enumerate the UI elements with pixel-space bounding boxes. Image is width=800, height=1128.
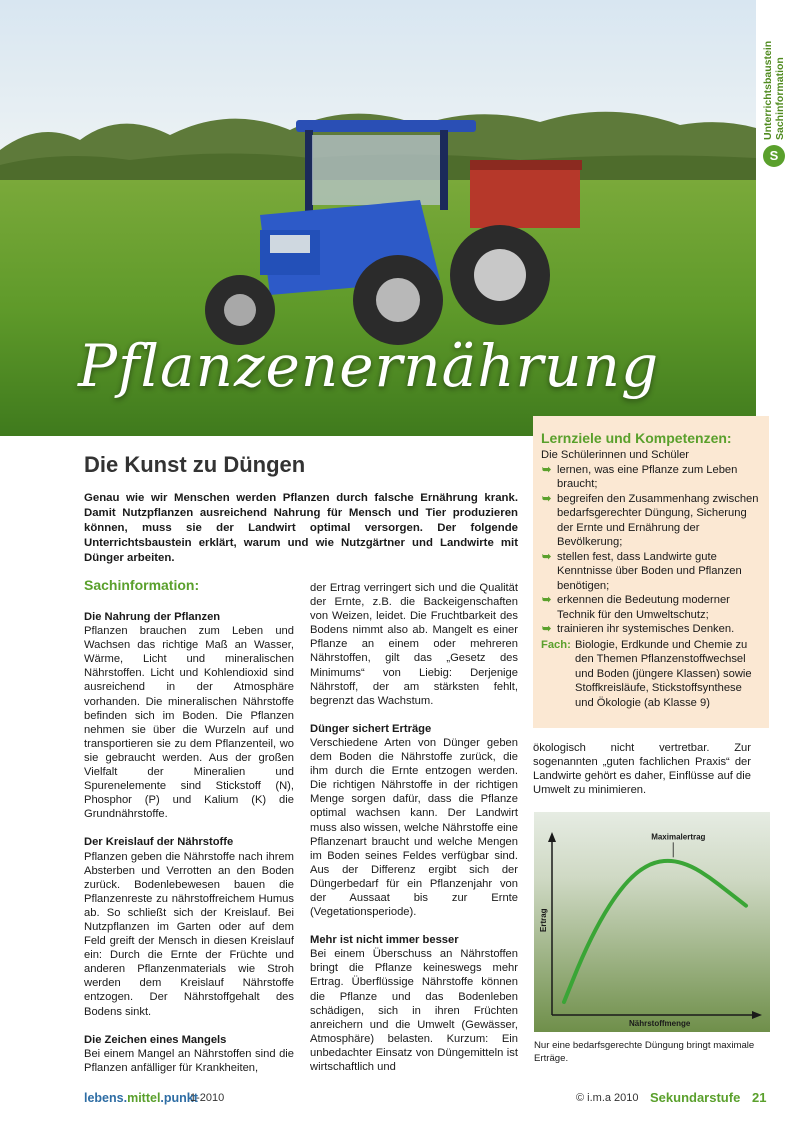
- goals-list: [541, 463, 761, 637]
- chart-svg: [534, 812, 770, 1032]
- goal-item: [541, 463, 761, 492]
- subheading: Der Kreislauf der Nährstoffe: [84, 836, 234, 849]
- subheading: Mehr ist nicht immer besser: [310, 934, 459, 947]
- paragraph: Pflanzen geben die Nährstoffe nach ihrem Absterben und Verrotten an den Boden zurück. Bodenlebewesen bauen die Pflanzenreste zu nährstoffreichem Humus ab. So schließt sich der Kreislauf. Bei Nutzpflanzen im Garten oder auf dem Feld greift der Mensch in diesen Kreislauf ein: Durch die Ernte der Früchte und anderen Pflanzenmaterials wie Stroh werden dem Kreislauf Nährstoffe entzogen. Der Nährstoffgehalt des Bodens sinkt.: [84, 850, 294, 1018]
- subject-row: [541, 638, 761, 711]
- side-tab-line2: Sachinformation: [774, 57, 786, 140]
- text-column-2: [310, 581, 518, 1074]
- copyright: © i.m.a 2010: [576, 1092, 639, 1104]
- side-tab-label: [762, 0, 786, 140]
- subheading: Dünger sichert Erträge: [310, 722, 432, 735]
- section-badge: S: [763, 145, 785, 167]
- goals-intro: Die Schülerinnen und Schüler: [541, 449, 690, 461]
- goal-item: [541, 622, 761, 637]
- goal-text: erkennen die Bedeutung moderner Technik für den Umweltschutz;: [557, 594, 730, 621]
- section-title: Sachinformation:: [84, 577, 200, 593]
- arrow-icon: ➥: [542, 492, 552, 505]
- paragraph: ökologisch nicht vertretbar. Zur sogenannten „guten fachlichen Praxis“ der Landwirte gehört es daher, Einflüsse auf die Umwelt zu minimieren.: [533, 742, 751, 797]
- arrow-icon: ➥: [542, 594, 552, 606]
- goal-text: trainieren ihr systemisches Denken.: [557, 623, 735, 635]
- hero-photo: [0, 0, 756, 436]
- subject-text: Biologie, Erdkunde und Chemie zu den Themen Pflanzenstoffwechsel und Boden (jüngere Klassen) sowie Stoffkreisläufe, Stickstoffsynthese und Ökologie (ab Klasse 9): [575, 638, 752, 709]
- subject-label: Fach:: [541, 638, 571, 651]
- goal-item: [541, 593, 761, 622]
- logo-part: mittel: [127, 1091, 161, 1105]
- y-axis-label: Ertrag: [539, 908, 548, 932]
- yield-chart: [534, 812, 770, 1032]
- arrow-icon: ➥: [542, 623, 552, 635]
- goals-box: [533, 416, 769, 728]
- goal-text: lernen, was eine Pflanze zum Leben braucht;: [557, 463, 738, 490]
- paragraph: Verschiedene Arten von Dünger geben dem Boden die Nährstoffe zurück, die ihm durch die Ernte entzogen werden. Die richtigen Nährstoffe in der richtigen Menge sorgen dafür, dass die Pflanze optimal wachsen kann. Der Landwirt muss also wissen, welche Nährstoffe eine Pflanzenart braucht und welche Mengen im Boden seines Feldes verfügbar sind. Aus der Differenz ergibt sich der Düngerbedarf für ein Pflanzenjahr von der Aussaat bis zur Ernte (Vegetationsperiode).: [310, 736, 518, 919]
- goal-text: stellen fest, dass Landwirte gute Kenntnisse über Boden und Pflanzen benötigen;: [557, 550, 742, 592]
- annotation-label: Maximalertrag: [651, 832, 706, 842]
- chart-background: [534, 812, 770, 1032]
- issue-number: 1-2010: [190, 1092, 225, 1104]
- x-axis-label: Nährstoffmenge: [629, 1019, 691, 1028]
- text-column-1: [84, 610, 294, 1075]
- page-heading: Die Kunst zu Düngen: [84, 452, 306, 477]
- paragraph: der Ertrag verringert sich und die Qualität der Ernte, z.B. die Backeigenschaften von Weizen, leidet. Die Fruchtbarkeit des Bodens nimmt also ab. Mangelt es einer Pflanze an einem oder mehreren Nährstoffen, gilt das „Gesetz des Minimums“ von Liebig: Derjenige Nährstoff, der am stärksten fehlt, begrenzt das Wachstum.: [310, 582, 518, 707]
- chart-caption: Nur eine bedarfsgerechte Düngung bringt maximale Erträge.: [534, 1040, 755, 1064]
- subheading: Die Zeichen eines Mangels: [84, 1033, 227, 1046]
- goal-item: [541, 492, 761, 550]
- arrow-icon: ➥: [542, 550, 552, 563]
- subheading: Die Nahrung der Pflanzen: [84, 611, 221, 623]
- text-column-3: [533, 741, 751, 797]
- side-tab-line1: Unterrichtsbaustein: [762, 40, 774, 140]
- goal-item: [541, 550, 761, 594]
- paragraph: Pflanzen brauchen zum Leben und Wachsen das richtige Maß an Wasser, Wärme, Licht und mineralischen Nährstoffen. Licht und Kohlendioxid sind ausreichend in der Atmosphäre vorhanden. Die mineralischen Nährstoffe befinden sich im Boden. Die Pflanzen nehmen sie über die Wurzeln auf und transportieren sie zu dem Pflanzenteil, wo sie gebraucht werden. Aus der großen Vielfalt der Mineralien und Spurenelemente sind Stickstoff (N), Phosphor (P) und Kalium (K) die Grundnährstoffe.: [84, 625, 294, 821]
- page-number: 21: [752, 1090, 767, 1105]
- lead-paragraph: Genau wie wir Menschen werden Pflanzen durch falsche Ernährung krank. Damit Nutzpflanzen ausreichend Nahrung für Mensch und Tier produzieren können, muss sie der Landwirt optimal versorgen. Der folgende Unterrichtsbaustein erklärt, warum und wie Nutzgärtner und Landwirte mit Dünger arbeiten.: [84, 492, 518, 564]
- goal-text: begreifen den Zusammenhang zwischen bedarfsgerechter Düngung, Sicherung der Ernte und Ernährung der Bevölkerung;: [557, 492, 759, 548]
- footer-logo: [84, 1091, 198, 1105]
- arrow-icon: ➥: [542, 463, 552, 476]
- paragraph: Bei einem Mangel an Nährstoffen sind die Pflanzen anfälliger für Krankheiten,: [84, 1047, 294, 1074]
- goals-title: Lernziele und Kompetenzen:: [541, 430, 732, 446]
- hero-title: Pflanzenernährung: [78, 332, 660, 400]
- logo-part: lebens.: [84, 1091, 128, 1105]
- paragraph: Bei einem Überschuss an Nährstoffen bringt die Pflanze keineswegs mehr Ertrag. Überflüssige Nährstoffe können die Pflanze und das Bodenleben schädigen, sich in ihren Früchten anreichern und die Umwelt (Gewässer, Atmosphäre) belasten. Kurzum: Ein unbedachter Einsatz von Düngemitteln ist wirtschaftlich und: [310, 948, 518, 1073]
- logo-part: .punkt: [160, 1091, 198, 1105]
- level-label: Sekundarstufe: [650, 1090, 741, 1105]
